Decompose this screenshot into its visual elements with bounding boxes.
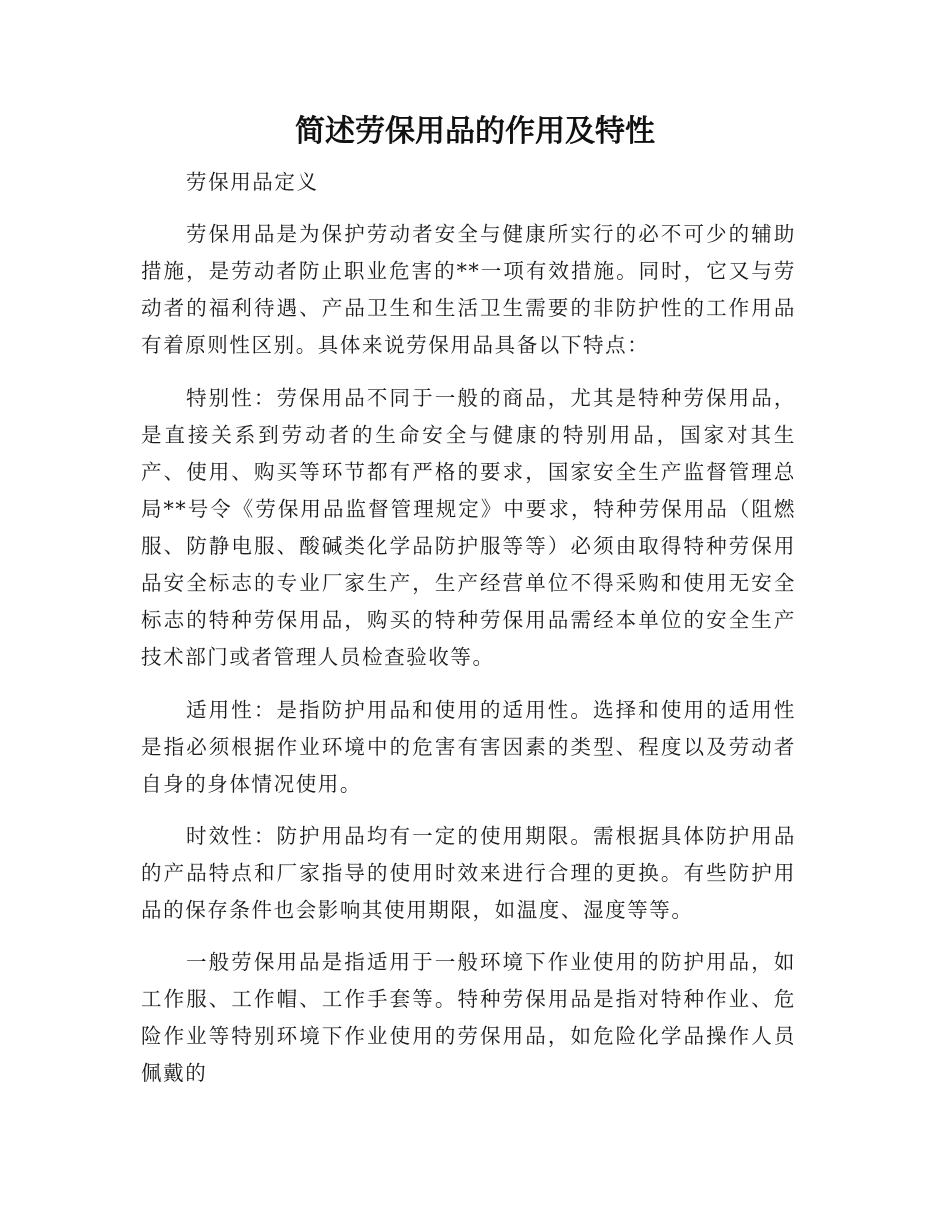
document-title: 简述劳保用品的作用及特性 xyxy=(295,114,655,149)
paragraph-applicability: 适用性：是指防护用品和使用的适用性。选择和使用的适用性是指必须根据作业环境中的危害有害因素的类型、程度以及劳动者自身的身体情况使用。 xyxy=(141,698,796,796)
paragraph-definition-heading: 劳保用品定义 xyxy=(186,170,319,194)
paragraph-timeliness: 时效性：防护用品均有一定的使用期限。需根据具体防护用品的产品特点和厂家指导的使用时效来进行合理的更换。有些防护用品的保存条件也会影响其使用期限，如温度、湿度等等。 xyxy=(141,824,796,922)
paragraph-definition: 劳保用品是为保护劳动者安全与健康所实行的必不可少的辅助措施，是劳动者防止职业危害的**一项有效措施。同时，它又与劳动者的福利待遇、产品卫生和生活卫生需要的非防护性的工作用品有着原则性区别。具体来说劳保用品具备以下特点： xyxy=(141,222,796,357)
paragraph-special-nature: 特别性：劳保用品不同于一般的商品，尤其是特种劳保用品，是直接关系到劳动者的生命安全与健康的特别用品，国家对其生产、使用、购买等环节都有严格的要求，国家安全生产监督管理总局**号令《劳保用品监督管理规定》中要求，特种劳保用品（阻燃服、防静电服、酸碱类化学品防护服等等）必须由取得特种劳保用品安全标志的专业厂家生产，生产经营单位不得采购和使用无安全标志的特种劳保用品，购买的特种劳保用品需经本单位的安全生产技术部门或者管理人员检查验收等。 xyxy=(141,386,796,669)
paragraph-general-vs-special: 一般劳保用品是指适用于一般环境下作业使用的防护用品，如工作服、工作帽、工作手套等。特种劳保用品是指对特种作业、危险作业等特别环境下作业使用的劳保用品，如危险化学品操作人员佩戴的 xyxy=(141,950,796,1085)
